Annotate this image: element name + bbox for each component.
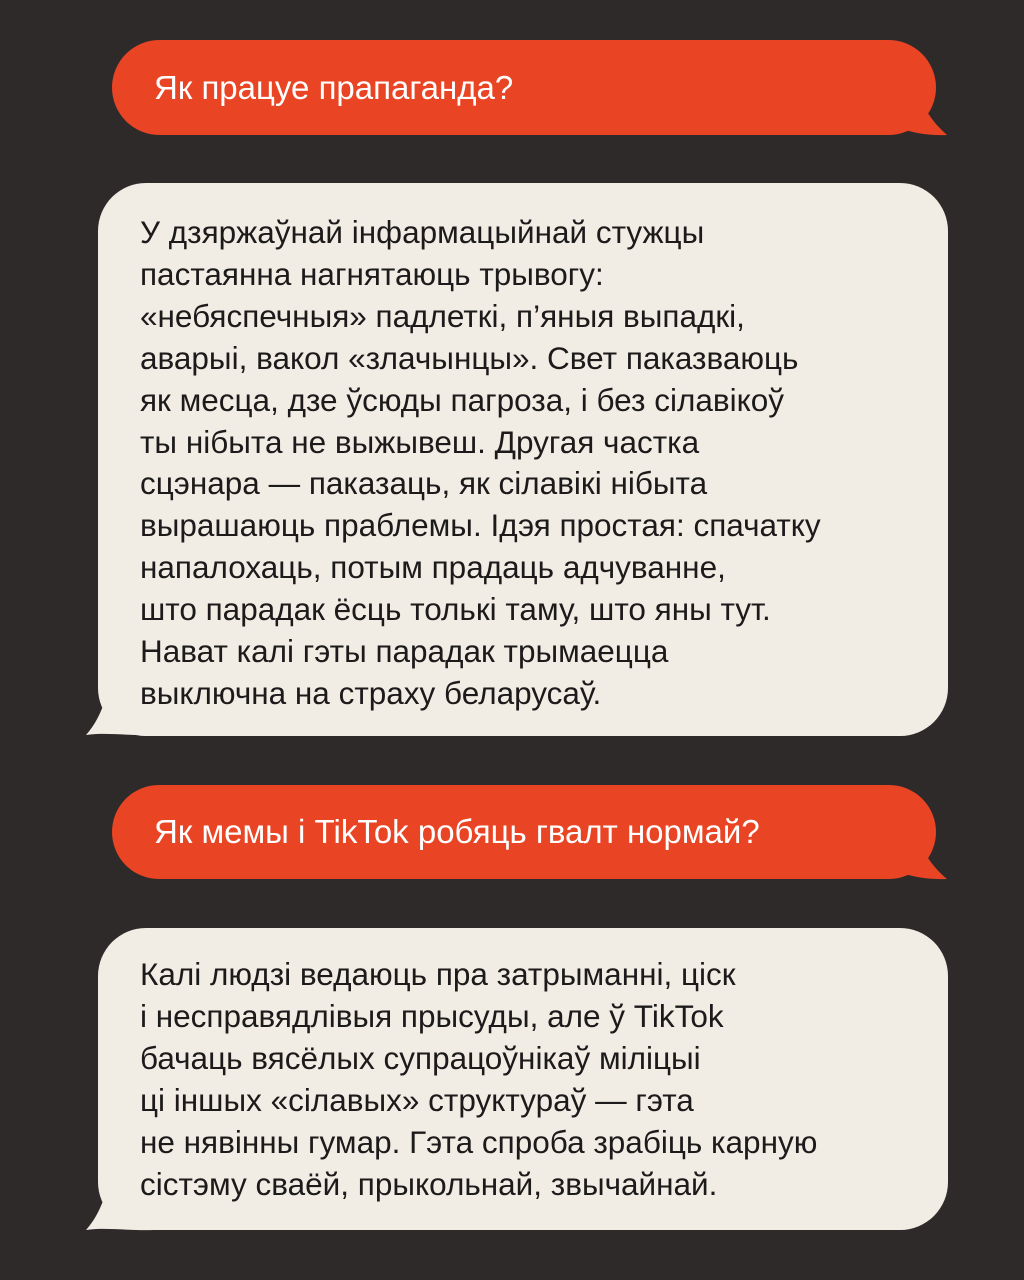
answer-line: сцэнара — паказаць, як сілавікі нібыта (140, 465, 708, 502)
answer-bubble (98, 928, 948, 1230)
answer-line: што парадак ёсць толькі таму, што яны тут. (140, 591, 771, 628)
question-bubble (112, 40, 936, 135)
question-text: Як працуе прапаганда? (154, 68, 514, 106)
answer-line: сістэму сваёй, прыкольнай, звычайнай. (140, 1165, 718, 1202)
answer-line: ці іншых «сілавых» структураў — гэта (140, 1081, 694, 1118)
answer-line: Нават калі гэты парадак трымаецца (140, 633, 669, 670)
answer-line: аварыі, вакол «злачынцы». Свет паказваюць (140, 339, 799, 376)
answer-line: выключна на страху беларусаў. (140, 674, 602, 711)
answer-line: Калі людзі ведаюць пра затрыманні, ціск (140, 956, 736, 992)
answer-line: не нявінны гумар. Гэта спроба зрабіць карную (140, 1123, 818, 1160)
answer-line: ты нібыта не выжывеш. Другая частка (140, 423, 700, 460)
question-bubble (112, 785, 936, 879)
answer-line: У дзяржаўнай інфармацыйнай стужцы (140, 214, 705, 250)
answer-line: як месца, дзе ўсюды пагроза, і без сілавікоў (140, 381, 784, 418)
question-text: Як мемы і TikTok робяць гвалт нормай? (154, 813, 760, 850)
answer-line: пастаянна нагнятаюць трывогу: (140, 255, 604, 292)
answer-line: вырашаюць праблемы. Ідэя простая: спачатку (140, 507, 821, 544)
answer-line: «небяспечныя» падлеткі, п’яныя выпадкі, (140, 297, 745, 334)
answer-bubble (98, 183, 948, 736)
answer-line: і несправядлівыя прысуды, але ў TikTok (140, 997, 724, 1034)
answer-line: напалохаць, потым прадаць адчуванне, (140, 549, 726, 586)
answer-line: бачаць вясёлых супрацоўнікаў міліцыі (140, 1039, 701, 1076)
